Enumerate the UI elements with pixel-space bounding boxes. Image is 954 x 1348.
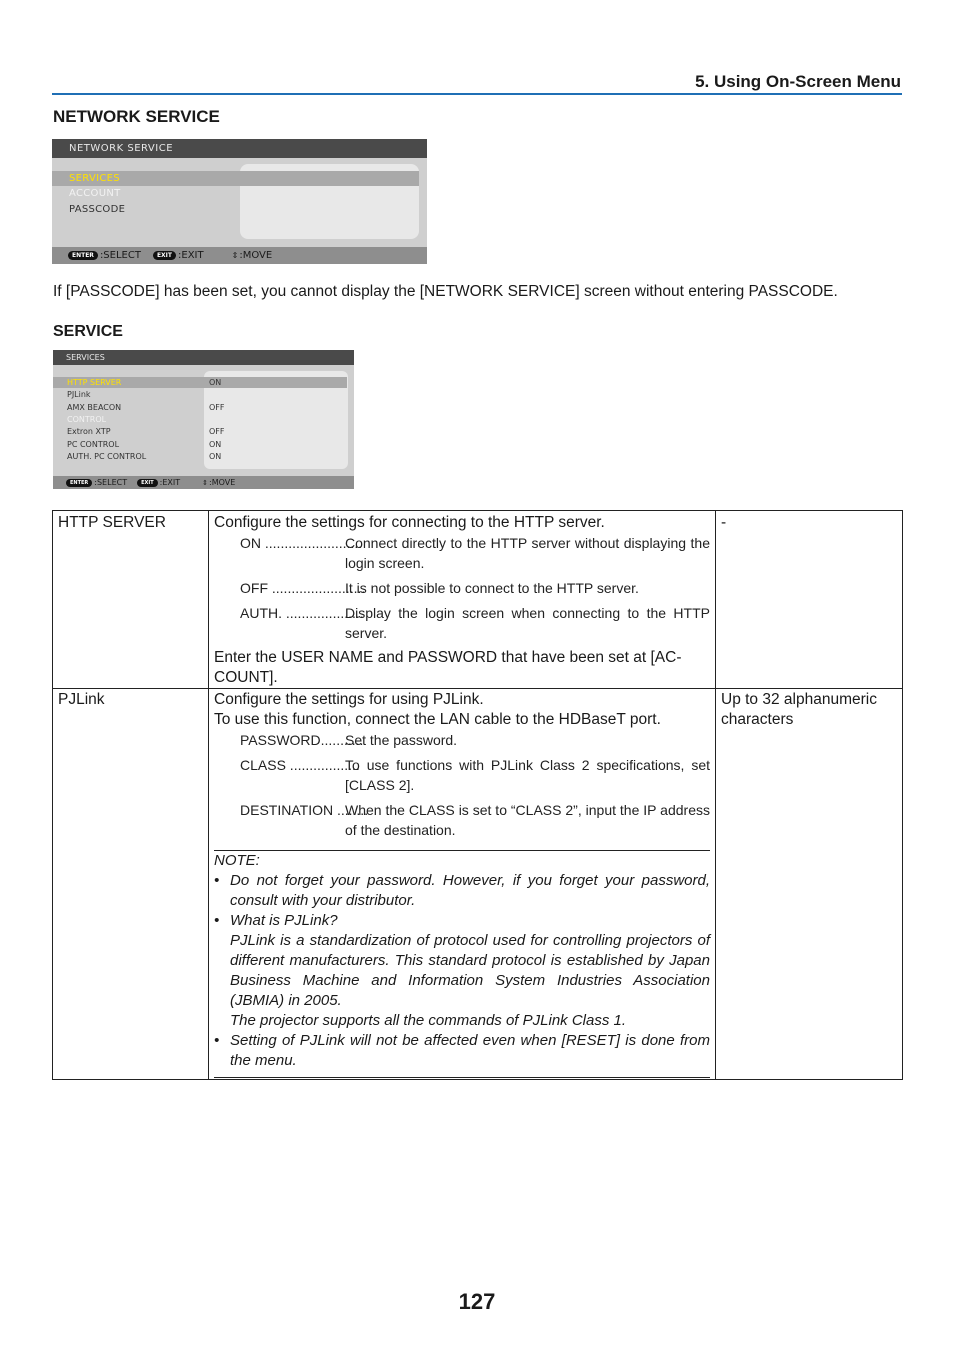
table-row-http-server	[53, 511, 903, 689]
note-paragraph: PJLink is a standardization of protocol used for controlling projectors of different manufacturers. This standard protocol is established by Japan Business Machine and Information System Industries Association (JBMIA) in 2005.	[230, 932, 710, 1009]
pjlink-desc-1: Configure the settings for using PJLink.	[214, 691, 484, 708]
osd-row-value: OFF	[209, 427, 225, 436]
bullet-icon: •	[214, 872, 220, 889]
option-label: ON .........................	[240, 535, 363, 551]
bullet-icon: •	[214, 1032, 220, 1049]
osd-row-label: PC CONTROL	[67, 440, 120, 449]
http-extra: Enter the USER NAME and PASSWORD that have been set at [AC-COUNT].	[214, 649, 682, 686]
setting-range: Up to 32 alphanumeric characters	[716, 689, 903, 1080]
setting-range: -	[716, 511, 903, 689]
page-number: 127	[458, 1289, 496, 1314]
osd-title: NETWORK SERVICE	[52, 139, 427, 158]
osd-row-value: ON	[209, 378, 222, 387]
chapter-title: 5. Using On-Screen Menu	[695, 72, 901, 91]
bullet-icon: •	[214, 912, 220, 929]
enter-key-icon: ENTER	[66, 479, 92, 487]
option-text: Connect directly to the HTTP server without displaying the login screen.	[345, 535, 710, 571]
osd-row-label: AMX BEACON	[67, 403, 122, 412]
option-row	[214, 603, 710, 643]
option-label: CLASS ..................	[240, 757, 360, 773]
footer-select: :SELECT	[94, 478, 128, 487]
option-text: Set the password.	[345, 732, 458, 748]
osd-footer	[52, 247, 427, 264]
osd-title: SERVICES	[53, 350, 354, 365]
osd-row-label: Extron XTP	[67, 427, 111, 436]
option-label: OFF ........................	[240, 580, 366, 596]
setting-name: PJLink	[53, 689, 209, 1080]
option-row	[214, 755, 710, 795]
note-paragraph: The projector supports all the commands of PJLink Class 1.	[230, 1012, 627, 1029]
exit-key-icon: EXIT	[137, 479, 158, 487]
section-heading-network-service: NETWORK SERVICE	[53, 107, 220, 126]
footer-move: :MOVE	[239, 250, 273, 261]
osd-row-value: ON	[209, 440, 222, 449]
note-bullet-text: Setting of PJLink will not be affected even when [RESET] is done from the menu.	[230, 1032, 710, 1069]
network-service-osd-screenshot	[52, 139, 427, 264]
section-heading-service: SERVICE	[53, 323, 123, 340]
osd-row-label: PJLink	[67, 390, 91, 399]
option-label: AUTH. ....................	[240, 605, 364, 621]
footer-select: :SELECT	[99, 250, 141, 261]
setting-description	[209, 689, 716, 1080]
note-bullet	[214, 871, 710, 911]
option-text: When the CLASS is set to “CLASS 2”, input the IP address of the destination.	[345, 802, 710, 838]
option-row	[214, 578, 710, 598]
osd-item-passcode: PASSCODE	[69, 204, 126, 215]
osd-item-services: SERVICES	[69, 173, 120, 184]
note-bullet-text: Do not forget your password. However, if you forget your password, consult with your distributor.	[230, 872, 710, 909]
enter-key-icon: ENTER	[68, 251, 98, 260]
osd-row-value: OFF	[209, 403, 225, 412]
setting-name: HTTP SERVER	[53, 511, 209, 689]
table-row-pjlink	[53, 689, 903, 1080]
osd-footer	[53, 476, 354, 489]
option-text: Display the login screen when connecting to the HTTP server.	[345, 605, 710, 641]
option-row	[214, 800, 710, 840]
osd-row-label: HTTP SERVER	[67, 378, 122, 387]
note-bullet	[214, 911, 710, 931]
option-text: It is not possible to connect to the HTTP server.	[345, 580, 639, 596]
option-row	[214, 730, 710, 750]
header-rule	[52, 93, 902, 95]
osd-row-value: ON	[209, 452, 222, 461]
services-osd-screenshot	[53, 350, 354, 489]
http-desc: Configure the settings for connecting to the HTTP server.	[214, 514, 605, 531]
move-arrows-icon: ⇕	[231, 251, 239, 260]
setting-description	[209, 511, 716, 689]
option-label: DESTINATION ........	[240, 802, 369, 818]
footer-exit: :EXIT	[178, 250, 204, 261]
service-settings-table	[52, 510, 903, 1080]
passcode-note: If [PASSCODE] has been set, you cannot display the [NETWORK SERVICE] screen without entering PASSCODE.	[53, 283, 838, 300]
osd-row-label: AUTH. PC CONTROL	[67, 452, 147, 461]
osd-row-label: CONTROL	[67, 415, 107, 424]
option-row	[214, 533, 710, 573]
footer-exit: :EXIT	[159, 478, 181, 487]
move-arrows-icon: ⇕	[202, 478, 208, 487]
exit-key-icon: EXIT	[153, 251, 176, 260]
footer-move: :MOVE	[209, 478, 236, 487]
note-title: NOTE:	[214, 852, 260, 869]
option-text: To use functions with PJLink Class 2 specifications, set [CLASS 2].	[345, 757, 710, 793]
option-label: PASSWORD...........	[240, 732, 364, 748]
osd-item-account: ACCOUNT	[69, 188, 121, 199]
pjlink-desc-2: To use this function, connect the LAN cable to the HDBaseT port.	[214, 711, 661, 728]
note-bullet-text: What is PJLink?	[230, 912, 338, 929]
pjlink-note-box	[214, 850, 710, 1078]
note-bullet	[214, 1031, 710, 1071]
